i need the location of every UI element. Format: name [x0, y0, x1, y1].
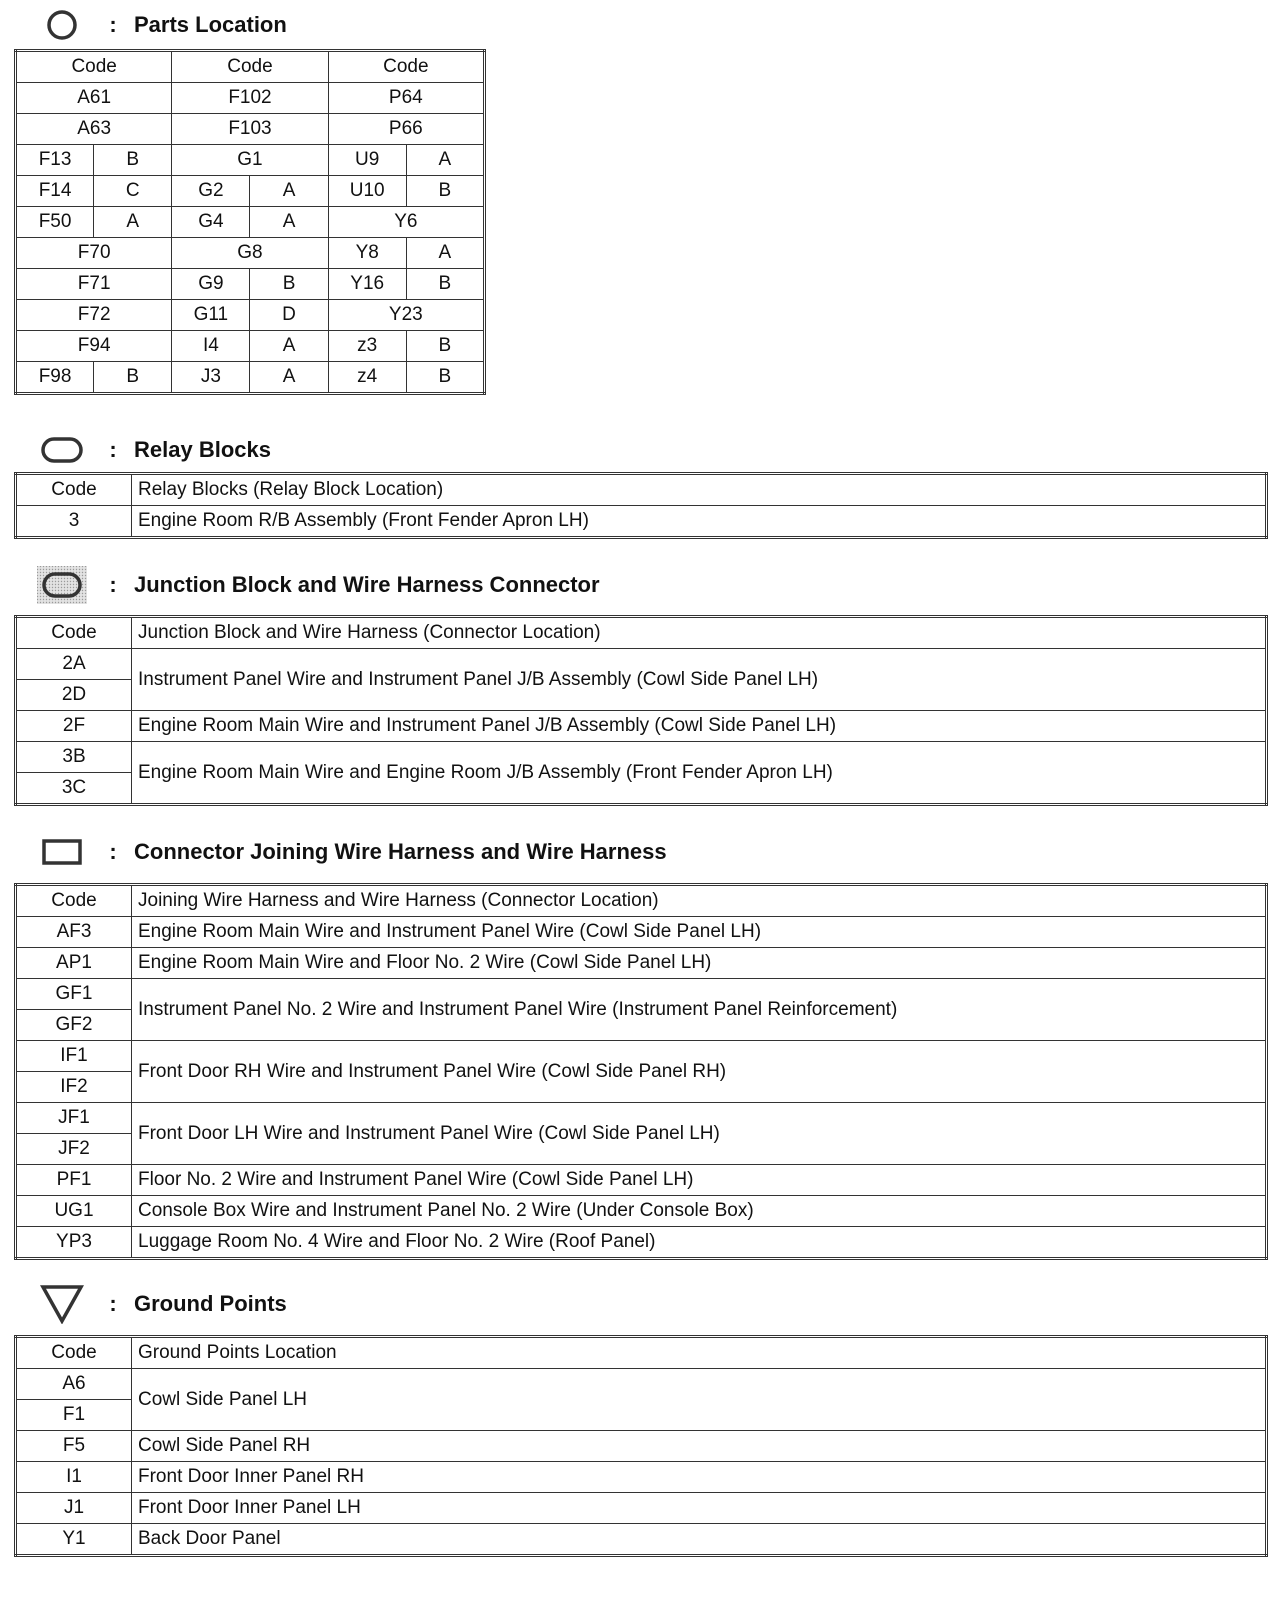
code-cell: 3	[16, 506, 132, 538]
column-header-code: Code	[16, 474, 132, 506]
code-cell: AF3	[16, 917, 132, 948]
column-header: Code	[172, 51, 328, 83]
description-cell: Cowl Side Panel RH	[132, 1431, 1267, 1462]
column-header-description: Relay Blocks (Relay Block Location)	[132, 474, 1267, 506]
code-cell: A	[406, 238, 484, 269]
description-cell: Front Door Inner Panel RH	[132, 1462, 1267, 1493]
code-cell: YP3	[16, 1227, 132, 1259]
code-cell: G9	[172, 269, 250, 300]
code-cell: 2F	[16, 711, 132, 742]
code-cell: G4	[172, 207, 250, 238]
column-header-description: Junction Block and Wire Harness (Connector Location)	[132, 617, 1267, 649]
code-cell: Y23	[328, 300, 484, 331]
table-row	[16, 300, 485, 331]
description-cell: Console Box Wire and Instrument Panel No. 2 Wire (Under Console Box)	[132, 1196, 1267, 1227]
column-header-code: Code	[16, 885, 132, 917]
code-cell: B	[94, 145, 172, 176]
code-cell: J3	[172, 362, 250, 394]
description-cell: Cowl Side Panel LH	[132, 1369, 1267, 1431]
table-row	[16, 145, 485, 176]
code-cell: A	[250, 331, 328, 362]
description-cell: Back Door Panel	[132, 1524, 1267, 1556]
table-row	[16, 331, 485, 362]
section-title: Ground Points	[134, 1291, 287, 1316]
table-row	[16, 176, 485, 207]
code-cell: F102	[172, 83, 328, 114]
table-row	[16, 1493, 1267, 1524]
colon: :	[109, 1291, 117, 1316]
column-header-description: Ground Points Location	[132, 1337, 1267, 1369]
code-cell: JF1	[16, 1103, 132, 1134]
circle-icon	[36, 5, 88, 45]
table-row	[16, 1431, 1267, 1462]
code-cell: F13	[16, 145, 94, 176]
ground-points-table	[14, 1335, 1268, 1557]
junction-block-table	[14, 615, 1268, 806]
description-cell: Floor No. 2 Wire and Instrument Panel Wire (Cowl Side Panel LH)	[132, 1165, 1267, 1196]
parts-location-heading	[36, 5, 287, 45]
column-header-description: Joining Wire Harness and Wire Harness (Connector Location)	[132, 885, 1267, 917]
code-cell: G1	[172, 145, 328, 176]
table-row	[16, 979, 1267, 1010]
triangle-down-icon	[36, 1284, 88, 1324]
table-row	[16, 1165, 1267, 1196]
code-cell: A61	[16, 83, 172, 114]
relay-blocks-table	[14, 472, 1268, 539]
description-cell: Instrument Panel Wire and Instrument Panel J/B Assembly (Cowl Side Panel LH)	[132, 649, 1267, 711]
code-cell: A	[406, 145, 484, 176]
description-cell: Engine Room Main Wire and Instrument Panel Wire (Cowl Side Panel LH)	[132, 917, 1267, 948]
table-row	[16, 1041, 1267, 1072]
code-cell: UG1	[16, 1196, 132, 1227]
code-cell: z3	[328, 331, 406, 362]
code-cell: U9	[328, 145, 406, 176]
code-cell: z4	[328, 362, 406, 394]
code-cell: F70	[16, 238, 172, 269]
column-header: Code	[16, 51, 172, 83]
code-cell: AP1	[16, 948, 132, 979]
code-cell: IF2	[16, 1072, 132, 1103]
code-cell: A	[250, 176, 328, 207]
code-cell: G11	[172, 300, 250, 331]
code-cell: 2D	[16, 680, 132, 711]
code-cell: Y16	[328, 269, 406, 300]
code-cell: Y1	[16, 1524, 132, 1556]
colon: :	[109, 839, 117, 864]
table-header-row	[16, 617, 1267, 649]
relay-blocks-heading	[36, 430, 271, 470]
code-cell: U10	[328, 176, 406, 207]
table-row	[16, 1196, 1267, 1227]
code-cell: F98	[16, 362, 94, 394]
column-header-code: Code	[16, 1337, 132, 1369]
code-cell: G8	[172, 238, 328, 269]
table-row	[16, 1524, 1267, 1556]
description-cell: Engine Room Main Wire and Engine Room J/B Assembly (Front Fender Apron LH)	[132, 742, 1267, 805]
table-row	[16, 948, 1267, 979]
code-cell: C	[94, 176, 172, 207]
code-cell: P64	[328, 83, 484, 114]
code-cell: Y8	[328, 238, 406, 269]
table-row	[16, 1462, 1267, 1493]
column-header: Code	[328, 51, 484, 83]
code-cell: F71	[16, 269, 172, 300]
rectangle-icon	[36, 832, 88, 872]
section-title: Connector Joining Wire Harness and Wire Harness	[134, 839, 667, 864]
code-cell: B	[406, 269, 484, 300]
table-row	[16, 83, 485, 114]
code-cell: F1	[16, 1400, 132, 1431]
table-row	[16, 506, 1267, 538]
rounded-rect-icon	[36, 430, 88, 470]
description-cell: Engine Room R/B Assembly (Front Fender Apron LH)	[132, 506, 1267, 538]
connector-heading	[36, 832, 667, 872]
colon: :	[109, 12, 117, 37]
code-cell: B	[406, 331, 484, 362]
code-cell: A	[250, 362, 328, 394]
table-row	[16, 1227, 1267, 1259]
table-row	[16, 711, 1267, 742]
code-cell: 3B	[16, 742, 132, 773]
code-cell: I4	[172, 331, 250, 362]
code-cell: I1	[16, 1462, 132, 1493]
description-cell: Front Door Inner Panel LH	[132, 1493, 1267, 1524]
table-header-row	[16, 1337, 1267, 1369]
code-cell: 2A	[16, 649, 132, 680]
table-row	[16, 207, 485, 238]
junction-block-heading	[36, 565, 600, 605]
code-cell: 3C	[16, 773, 132, 805]
code-cell: A63	[16, 114, 172, 145]
parts-location-table	[14, 49, 486, 395]
description-cell: Engine Room Main Wire and Instrument Panel J/B Assembly (Cowl Side Panel LH)	[132, 711, 1267, 742]
section-title: Junction Block and Wire Harness Connector	[134, 572, 600, 597]
code-cell: F5	[16, 1431, 132, 1462]
code-cell: GF2	[16, 1010, 132, 1041]
description-cell: Instrument Panel No. 2 Wire and Instrument Panel Wire (Instrument Panel Reinforcement)	[132, 979, 1267, 1041]
table-header-row	[16, 51, 485, 83]
colon: :	[109, 437, 117, 462]
table-row	[16, 269, 485, 300]
code-cell: P66	[328, 114, 484, 145]
section-title: Relay Blocks	[134, 437, 271, 462]
colon: :	[109, 572, 117, 597]
shaded-rounded-rect-icon	[36, 565, 88, 605]
description-cell: Luggage Room No. 4 Wire and Floor No. 2 Wire (Roof Panel)	[132, 1227, 1267, 1259]
table-row	[16, 742, 1267, 773]
table-row	[16, 238, 485, 269]
description-cell: Front Door RH Wire and Instrument Panel Wire (Cowl Side Panel RH)	[132, 1041, 1267, 1103]
code-cell: F50	[16, 207, 94, 238]
code-cell: D	[250, 300, 328, 331]
table-header-row	[16, 474, 1267, 506]
table-row	[16, 1103, 1267, 1134]
column-header-code: Code	[16, 617, 132, 649]
section-title: Parts Location	[134, 12, 287, 37]
code-cell: F94	[16, 331, 172, 362]
ground-points-heading	[36, 1284, 287, 1324]
table-row	[16, 1369, 1267, 1400]
code-cell: F14	[16, 176, 94, 207]
table-row	[16, 114, 485, 145]
code-cell: F72	[16, 300, 172, 331]
connector-table	[14, 883, 1268, 1260]
table-row	[16, 917, 1267, 948]
code-cell: B	[406, 176, 484, 207]
description-cell: Front Door LH Wire and Instrument Panel Wire (Cowl Side Panel LH)	[132, 1103, 1267, 1165]
code-cell: J1	[16, 1493, 132, 1524]
code-cell: G2	[172, 176, 250, 207]
code-cell: B	[250, 269, 328, 300]
code-cell: A	[94, 207, 172, 238]
code-cell: IF1	[16, 1041, 132, 1072]
code-cell: GF1	[16, 979, 132, 1010]
code-cell: PF1	[16, 1165, 132, 1196]
code-cell: F103	[172, 114, 328, 145]
code-cell: JF2	[16, 1134, 132, 1165]
table-header-row	[16, 885, 1267, 917]
code-cell: Y6	[328, 207, 484, 238]
code-cell: B	[406, 362, 484, 394]
code-cell: A6	[16, 1369, 132, 1400]
table-row	[16, 649, 1267, 680]
table-row	[16, 362, 485, 394]
description-cell: Engine Room Main Wire and Floor No. 2 Wire (Cowl Side Panel LH)	[132, 948, 1267, 979]
code-cell: A	[250, 207, 328, 238]
code-cell: B	[94, 362, 172, 394]
